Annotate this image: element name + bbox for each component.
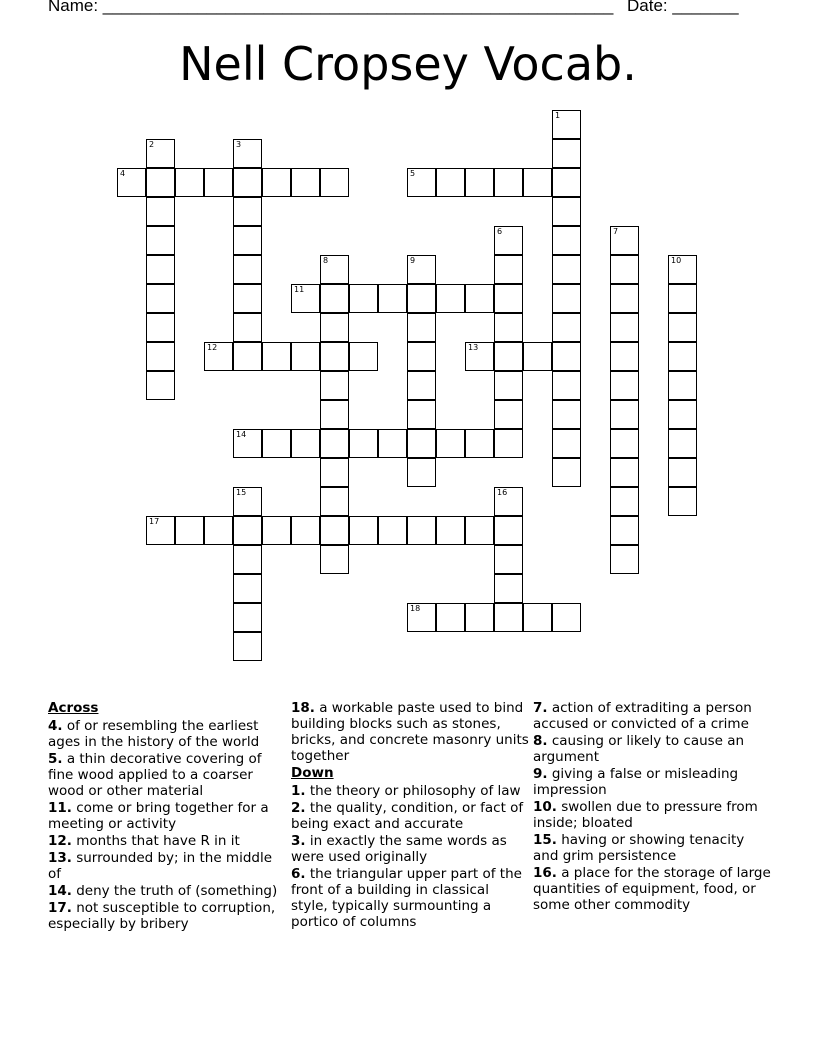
crossword-cell[interactable]	[494, 400, 523, 429]
clues-column-3	[533, 700, 773, 914]
crossword-cell[interactable]	[291, 284, 320, 313]
crossword-cell[interactable]	[552, 400, 581, 429]
crossword-cell[interactable]	[262, 516, 291, 545]
crossword-cell[interactable]	[610, 458, 639, 487]
crossword-cell[interactable]	[668, 313, 697, 342]
crossword-cell[interactable]	[610, 371, 639, 400]
crossword-cell[interactable]	[291, 516, 320, 545]
crossword-cell[interactable]	[552, 110, 581, 139]
crossword-cell[interactable]	[204, 516, 233, 545]
crossword-cell[interactable]	[494, 371, 523, 400]
crossword-cell[interactable]	[523, 342, 552, 371]
crossword-cell[interactable]	[552, 139, 581, 168]
crossword-cell[interactable]	[146, 342, 175, 371]
crossword-cell[interactable]	[668, 458, 697, 487]
crossword-cell[interactable]	[320, 342, 349, 371]
crossword-cell[interactable]	[552, 342, 581, 371]
crossword-cell[interactable]	[349, 516, 378, 545]
crossword-cell[interactable]	[146, 226, 175, 255]
clue-number: 1	[555, 111, 561, 120]
crossword-cell[interactable]	[233, 545, 262, 574]
crossword-cell[interactable]	[494, 603, 523, 632]
clue-number: 4	[120, 169, 126, 178]
crossword-cell[interactable]	[407, 516, 436, 545]
crossword-cell[interactable]	[494, 574, 523, 603]
crossword-cell[interactable]	[668, 255, 697, 284]
clue-number: 2	[149, 140, 155, 149]
clue-number: 7	[613, 227, 619, 236]
clue-down-16: 16. a place for the storage of large quantities of equipment, food, or some other commodity	[533, 865, 771, 913]
crossword-cell[interactable]	[349, 284, 378, 313]
crossword-cell[interactable]	[465, 342, 494, 371]
clue-number: 8	[323, 256, 329, 265]
crossword-cell[interactable]	[320, 400, 349, 429]
crossword-cell[interactable]	[610, 516, 639, 545]
crossword-cell[interactable]	[233, 342, 262, 371]
clue-down-3: 3. in exactly the same words as were used originally	[291, 833, 507, 865]
clue-across-4: 4. of or resembling the earliest ages in the history of the world	[48, 718, 260, 750]
clue-down-2: 2. the quality, condition, or fact of being exact and accurate	[291, 800, 524, 832]
crossword-cell[interactable]	[407, 603, 436, 632]
crossword-cell[interactable]	[668, 429, 697, 458]
crossword-cell[interactable]	[407, 371, 436, 400]
crossword-cell[interactable]	[349, 342, 378, 371]
crossword-cell[interactable]	[175, 516, 204, 545]
crossword-cell[interactable]	[436, 284, 465, 313]
clue-number: 18	[410, 604, 421, 613]
crossword-cell[interactable]	[552, 458, 581, 487]
crossword-cell[interactable]	[436, 603, 465, 632]
clue-number: 3	[236, 140, 242, 149]
crossword-cell[interactable]	[291, 342, 320, 371]
clue-across-18: 18. a workable paste used to bind building blocks such as stones, bricks, and concrete masonry units together	[291, 700, 529, 764]
crossword-cell[interactable]	[320, 516, 349, 545]
crossword-cell[interactable]	[262, 342, 291, 371]
crossword-cell[interactable]	[494, 313, 523, 342]
name-field-label: Name: ______________________________________________________	[48, 0, 614, 15]
crossword-cell[interactable]	[465, 603, 494, 632]
clue-down-9: 9. giving a false or misleading impression	[533, 766, 739, 798]
crossword-cell[interactable]	[320, 429, 349, 458]
crossword-cell[interactable]	[494, 226, 523, 255]
clue-number: 5	[410, 169, 416, 178]
crossword-cell[interactable]	[668, 342, 697, 371]
clues-column-2	[291, 700, 529, 931]
clue-across-13: 13. surrounded by; in the middle of	[48, 850, 273, 882]
clue-number: 6	[497, 227, 503, 236]
crossword-cell[interactable]	[465, 429, 494, 458]
crossword-cell[interactable]	[407, 168, 436, 197]
crossword-cell[interactable]	[378, 516, 407, 545]
crossword-cell[interactable]	[494, 255, 523, 284]
crossword-cell[interactable]	[465, 516, 494, 545]
crossword-cell[interactable]	[552, 197, 581, 226]
crossword-cell[interactable]	[291, 168, 320, 197]
clue-number: 17	[149, 517, 160, 526]
crossword-cell[interactable]	[494, 545, 523, 574]
clue-down-7: 7. action of extraditing a person accused or convicted of a crime	[533, 700, 752, 732]
crossword-cell[interactable]	[610, 487, 639, 516]
crossword-cell[interactable]	[146, 139, 175, 168]
crossword-cell[interactable]	[146, 168, 175, 197]
crossword-cell[interactable]	[407, 429, 436, 458]
crossword-cell[interactable]	[146, 371, 175, 400]
crossword-cell[interactable]	[494, 168, 523, 197]
crossword-cell[interactable]	[552, 255, 581, 284]
crossword-cell[interactable]	[407, 342, 436, 371]
clue-down-8: 8. causing or likely to cause an argument	[533, 733, 745, 765]
crossword-cell[interactable]	[668, 400, 697, 429]
clue-number: 13	[468, 343, 479, 352]
crossword-cell[interactable]	[552, 371, 581, 400]
crossword-cell[interactable]	[436, 429, 465, 458]
clue-down-15: 15. having or showing tenacity and grim persistence	[533, 832, 745, 864]
clue-number: 11	[294, 285, 305, 294]
crossword-cell[interactable]	[233, 574, 262, 603]
crossword-cell[interactable]	[436, 168, 465, 197]
crossword-cell[interactable]	[233, 255, 262, 284]
crossword-cell[interactable]	[320, 284, 349, 313]
down-heading: Down	[291, 765, 334, 781]
crossword-cell[interactable]	[233, 168, 262, 197]
crossword-cell[interactable]	[407, 400, 436, 429]
crossword-cell[interactable]	[465, 284, 494, 313]
crossword-cell[interactable]	[233, 139, 262, 168]
crossword-cell[interactable]	[320, 371, 349, 400]
crossword-cell[interactable]	[320, 313, 349, 342]
crossword-cell[interactable]	[552, 226, 581, 255]
crossword-cell[interactable]	[233, 284, 262, 313]
crossword-cell[interactable]	[146, 197, 175, 226]
date-field-label: Date: _______	[627, 0, 739, 15]
crossword-cell[interactable]	[523, 603, 552, 632]
crossword-cell[interactable]	[610, 284, 639, 313]
crossword-cell[interactable]	[668, 284, 697, 313]
crossword-cell[interactable]	[610, 226, 639, 255]
clue-down-1: 1. the theory or philosophy of law	[291, 783, 521, 799]
crossword-cell[interactable]	[610, 342, 639, 371]
crossword-cell[interactable]	[552, 168, 581, 197]
crossword-cell[interactable]	[146, 284, 175, 313]
crossword-cell[interactable]	[233, 487, 262, 516]
crossword-cell[interactable]	[668, 487, 697, 516]
crossword-cell[interactable]	[378, 429, 407, 458]
clue-number: 16	[497, 488, 508, 497]
crossword-cell[interactable]	[378, 284, 407, 313]
crossword-cell[interactable]	[320, 458, 349, 487]
crossword-cell[interactable]	[204, 342, 233, 371]
crossword-cell[interactable]	[436, 516, 465, 545]
crossword-cell[interactable]	[262, 429, 291, 458]
crossword-cell[interactable]	[320, 255, 349, 284]
clue-number: 14	[236, 430, 247, 439]
crossword-cell[interactable]	[610, 545, 639, 574]
crossword-cell[interactable]	[233, 226, 262, 255]
crossword-cell[interactable]	[175, 168, 204, 197]
crossword-cell[interactable]	[233, 313, 262, 342]
crossword-cell[interactable]	[146, 313, 175, 342]
crossword-cell[interactable]	[407, 458, 436, 487]
crossword-cell[interactable]	[610, 255, 639, 284]
clue-across-11: 11. come or bring together for a meeting or activity	[48, 800, 269, 832]
crossword-cell[interactable]	[320, 168, 349, 197]
crossword-cell[interactable]	[494, 429, 523, 458]
crossword-cell[interactable]	[494, 516, 523, 545]
crossword-cell[interactable]	[610, 400, 639, 429]
crossword-cell[interactable]	[407, 313, 436, 342]
clue-down-6: 6. the triangular upper part of the front of a building in classical style, typically surmounting a portico of columns	[291, 866, 522, 930]
crossword-cell[interactable]	[494, 342, 523, 371]
crossword-cell[interactable]	[552, 313, 581, 342]
crossword-cell[interactable]	[233, 603, 262, 632]
crossword-cell[interactable]	[552, 429, 581, 458]
clues-column-1	[48, 700, 284, 933]
crossword-cell[interactable]	[523, 168, 552, 197]
crossword-cell[interactable]	[465, 168, 494, 197]
crossword-cell[interactable]	[117, 168, 146, 197]
clue-across-17: 17. not susceptible to corruption, especially by bribery	[48, 900, 276, 932]
clue-number: 12	[207, 343, 218, 352]
crossword-cell[interactable]	[320, 487, 349, 516]
clue-number: 15	[236, 488, 247, 497]
clue-across-14: 14. deny the truth of (something)	[48, 883, 278, 899]
crossword-cell[interactable]	[233, 632, 262, 661]
page-title: Nell Cropsey Vocab.	[179, 37, 637, 91]
crossword-cell[interactable]	[552, 284, 581, 313]
crossword-cell[interactable]	[233, 197, 262, 226]
crossword-cell[interactable]	[610, 429, 639, 458]
crossword-cell[interactable]	[407, 255, 436, 284]
crossword-cell[interactable]	[291, 429, 320, 458]
crossword-cell[interactable]	[494, 284, 523, 313]
crossword-cell[interactable]	[320, 545, 349, 574]
across-heading: Across	[48, 700, 99, 716]
crossword-cell[interactable]	[146, 255, 175, 284]
crossword-cell[interactable]	[407, 284, 436, 313]
clue-across-12: 12. months that have R in it	[48, 833, 240, 849]
clue-number: 9	[410, 256, 416, 265]
crossword-cell[interactable]	[552, 603, 581, 632]
crossword-cell[interactable]	[146, 516, 175, 545]
crossword-cell[interactable]	[494, 487, 523, 516]
crossword-cell[interactable]	[668, 371, 697, 400]
clue-across-5: 5. a thin decorative covering of fine wood applied to a coarser wood or other material	[48, 751, 262, 799]
clue-down-10: 10. swollen due to pressure from inside; bloated	[533, 799, 758, 831]
crossword-cell[interactable]	[233, 516, 262, 545]
crossword-cell[interactable]	[349, 429, 378, 458]
clue-number: 10	[671, 256, 682, 265]
crossword-cell[interactable]	[262, 168, 291, 197]
crossword-cell[interactable]	[610, 313, 639, 342]
crossword-cell[interactable]	[233, 429, 262, 458]
crossword-cell[interactable]	[204, 168, 233, 197]
